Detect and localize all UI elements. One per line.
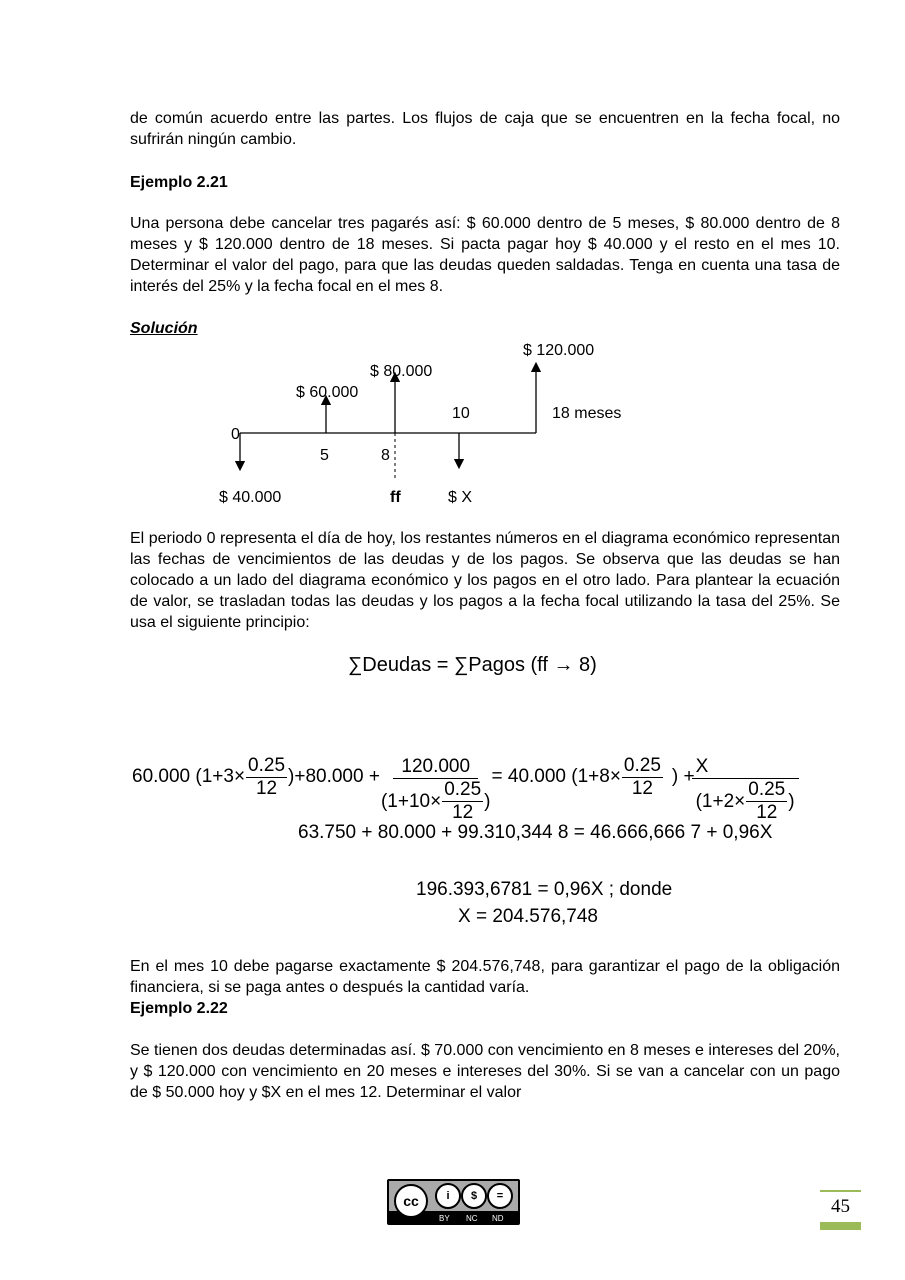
fraction: $\frac{0.25}{12}$ bbox=[623, 754, 661, 799]
license-nd: ND bbox=[492, 1214, 504, 1223]
license-by: BY bbox=[439, 1214, 450, 1223]
eq-term: = 40.000 (1+8× bbox=[491, 766, 621, 787]
solution-label: Solución bbox=[130, 320, 198, 337]
principle-equation: ∑Deudas = ∑Pagos (ff → 8) bbox=[348, 654, 597, 676]
nc-icon: $ bbox=[461, 1183, 487, 1209]
label-t10: 10 bbox=[452, 405, 470, 422]
label-pay-x: $ X bbox=[448, 489, 473, 506]
label-t0: 0 bbox=[231, 426, 240, 443]
label-t18: 18 meses bbox=[552, 405, 622, 422]
fraction: $\frac{0.25}{12}$ bbox=[248, 754, 286, 799]
label-pay-40: $ 40.000 bbox=[219, 489, 282, 506]
conclusion-paragraph: En el mes 10 debe pagarse exactamente $ 204.576,748, para garantizar el pago de la obligación financiera, si se paga antes o después la cantidad varía. bbox=[130, 958, 840, 996]
by-icon: i bbox=[435, 1183, 461, 1209]
license-nc: NC bbox=[466, 1214, 478, 1223]
eq-term: ) + bbox=[671, 766, 695, 787]
cash-flow-diagram bbox=[200, 330, 660, 515]
fraction: 120.000 (1+10× $\frac{0.25}{12}$ ) bbox=[380, 756, 491, 823]
example-statement: Se tienen dos deudas determinadas así. $ 70.000 con vencimiento en 8 meses e intereses del 20%, y $ 120.000 con vencimiento en 20 meses e intereses del 30%. Si se van a cancelar con un pago de $ 50.000 hoy y $X en el mes 12. Determinar el valor bbox=[130, 1042, 840, 1101]
equation-line-2: 63.750 + 80.000 + 99.310,344 8 = 46.666,666 7 + 0,96X bbox=[298, 822, 773, 843]
equation-line-3: 196.393,6781 = 0,96X ; donde bbox=[416, 879, 673, 900]
label-ff: ff bbox=[390, 489, 401, 506]
nd-icon: = bbox=[487, 1183, 513, 1209]
label-debt-120: $ 120.000 bbox=[523, 342, 595, 359]
page-number: 45 bbox=[831, 1196, 850, 1217]
equation-line-4: X = 204.576,748 bbox=[458, 906, 598, 927]
value-equation bbox=[132, 730, 796, 824]
example-statement: Una persona debe cancelar tres pagarés así: $ 60.000 dentro de 5 meses, $ 80.000 dentro de 8 meses y $ 120.000 dentro de 18 meses. Si pacta pagar hoy $ 40.000 y el resto en el mes 10. Determinar el valor del pago, para que las deudas queden saldadas. Tenga en cuenta una tasa de interés del 25% y la fecha focal en el mes 8. bbox=[130, 215, 840, 295]
label-debt-60: $ 60.000 bbox=[296, 384, 359, 401]
example-title: Ejemplo 2.21 bbox=[130, 174, 228, 191]
label-t5: 5 bbox=[320, 447, 329, 464]
page-number-box bbox=[820, 1190, 861, 1230]
example-title: Ejemplo 2.22 bbox=[130, 1000, 228, 1017]
intro-paragraph: de común acuerdo entre las partes. Los flujos de caja que se encuentren en la fecha focal, no sufrirán ningún cambio. bbox=[130, 110, 840, 148]
eq-term: 60.000 (1+3× bbox=[132, 766, 246, 787]
label-t8: 8 bbox=[381, 447, 390, 464]
cc-icon: cc bbox=[394, 1184, 428, 1218]
fraction: X (1+2× $\frac{0.25}{12}$ ) bbox=[696, 756, 795, 824]
creative-commons-license-badge bbox=[387, 1179, 520, 1225]
explanation-paragraph: El periodo 0 representa el día de hoy, los restantes números en el diagrama económico representan las fechas de vencimientos de las deudas y de los pagos. Se observa que las deudas se han colocado a un lado del diagrama económico y los pagos en el otro lado. Para plantear la ecuación de valor, se trasladan todas las deudas y los pagos a la fecha focal utilizando la tasa del 25%. Se usa el siguiente principio: bbox=[130, 530, 840, 631]
label-debt-80: $ 80.000 bbox=[370, 363, 433, 380]
eq-term: )+80.000 + bbox=[288, 766, 380, 787]
